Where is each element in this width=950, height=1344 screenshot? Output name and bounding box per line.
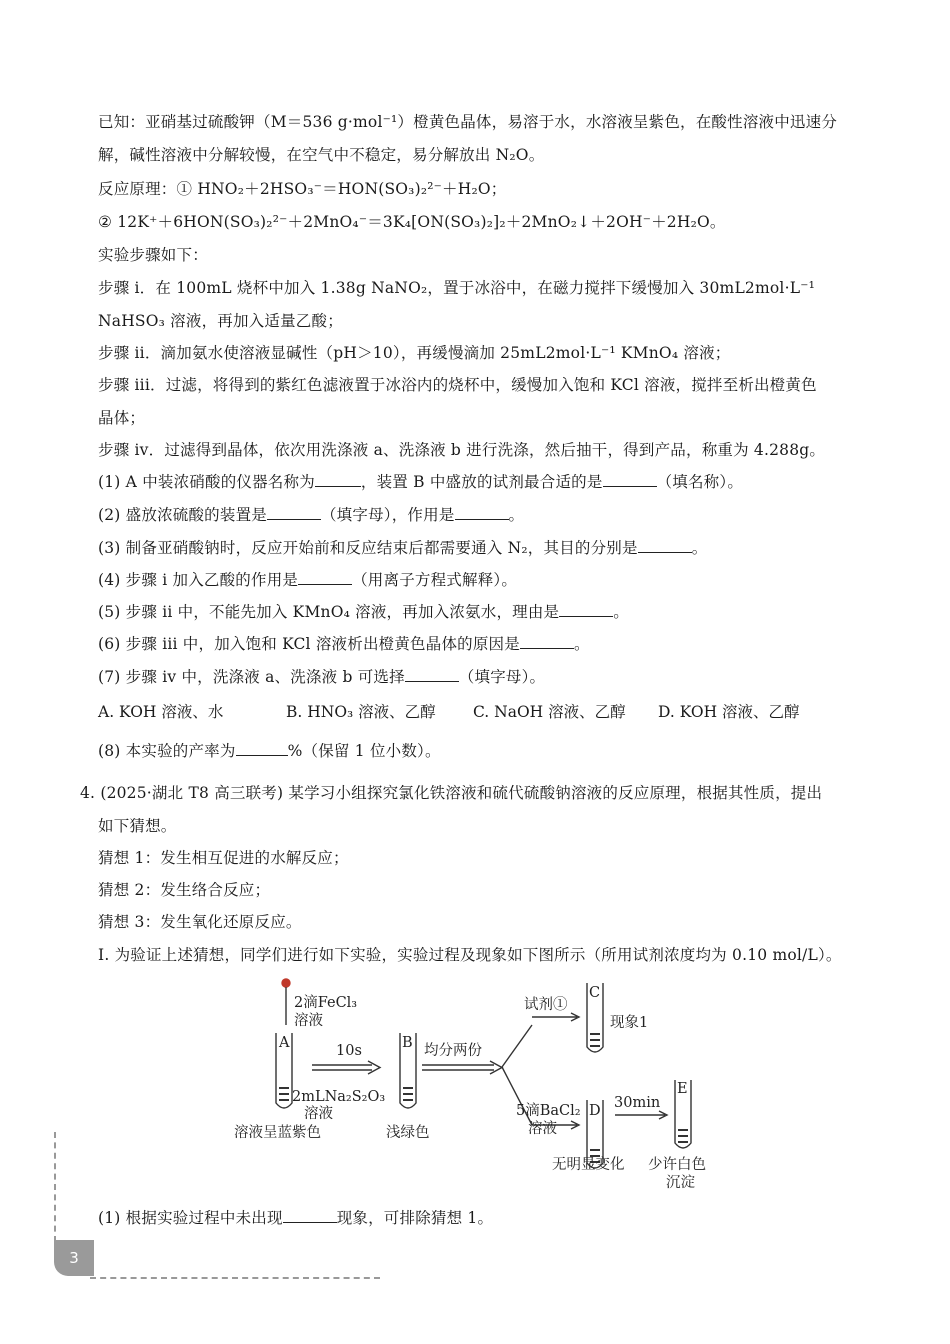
option-a[interactable]: A. KOH 溶液、水 [98, 703, 224, 721]
label-bacl2-2: 溶液 [528, 1121, 557, 1137]
label-tube-a: A [279, 1035, 290, 1051]
answer-blank[interactable] [603, 485, 657, 487]
problem-4-line-2: 如下猜想。 [98, 817, 177, 835]
answer-blank[interactable] [520, 647, 574, 649]
label-fecl3: 2滴FeCl₃ [294, 995, 358, 1011]
steps-heading: 实验步骤如下： [98, 246, 208, 264]
q8-text-b: %（保留 1 位小数）。 [287, 742, 441, 760]
label-na2s2o3: 2mLNa₂S₂O₃ [292, 1089, 386, 1105]
label-color-a: 溶液呈蓝紫色 [234, 1125, 321, 1141]
q8-text-a: (8) 本实验的产率为 [98, 742, 236, 760]
label-tube-c: C [589, 985, 601, 1001]
answer-blank[interactable] [283, 1221, 337, 1223]
branch-up [502, 1025, 532, 1067]
step-1: 步骤 i．在 100mL 烧杯中加入 1.38g NaNO₂，置于冰浴中，在磁力搅拌下缓慢加入 30mL2mol·L⁻¹ [98, 279, 815, 297]
label-obs-d: 无明显变化 [552, 1157, 625, 1173]
question-6 [98, 632, 590, 654]
q4-text-a: (4) 步骤 i 加入乙酸的作用是 [98, 571, 299, 589]
q1-text-c: （填名称）。 [656, 473, 744, 491]
step-1-cont: NaHSO₃ 溶液，再加入适量乙酸； [98, 312, 343, 330]
q2-text-b: （填字母），作用是 [320, 506, 455, 524]
q3-text-a: (3) 制备亚硝酸钠时，反应开始前和反应结束后都需要通入 N₂，其目的分别是 [98, 539, 638, 557]
intro-line-1: 已知：亚硝基过硫酸钾（M＝536 g·mol⁻¹）橙黄色晶体，易溶于水，水溶液呈紫色，在酸性溶液中迅速分 [98, 113, 838, 131]
page-number: 3 [54, 1240, 94, 1276]
hypothesis-1: 猜想 1：发生相互促进的水解反应； [98, 849, 349, 867]
option-c[interactable]: C. NaOH 溶液、乙醇 [473, 703, 626, 721]
option-d[interactable]: D. KOH 溶液、乙醇 [658, 703, 800, 721]
answer-blank[interactable] [236, 754, 288, 756]
label-bacl2: 5滴BaCl₂ [516, 1103, 581, 1119]
label-na2s2o3-2: 溶液 [304, 1106, 333, 1122]
question-3 [98, 536, 707, 558]
margin-dashed-line [54, 1132, 56, 1242]
footer-dashed-line [90, 1277, 380, 1279]
answer-blank[interactable] [405, 680, 459, 682]
label-split: 均分两份 [424, 1043, 482, 1059]
q6-text-a: (6) 步骤 iii 中，加入饱和 KCl 溶液析出橙黄色晶体的原因是 [98, 635, 520, 653]
label-obs-e-1: 少许白色 [648, 1157, 706, 1173]
reaction-2: ② 12K⁺＋6HON(SO₃)₂²⁻＋2MnO₄⁻＝3K₄[ON(SO₃)₂]₂＋2MnO₂↓＋2OH⁻＋2H₂O。 [98, 213, 726, 231]
intro-line-2: 解，碱性溶液中分解较慢，在空气中不稳定，易分解放出 N₂O。 [98, 146, 545, 164]
q1-text-a: (1) A 中装浓硝酸的仪器名称为 [98, 473, 315, 491]
answer-blank[interactable] [267, 518, 321, 520]
question-2 [98, 503, 524, 525]
label-30min: 30min [614, 1095, 661, 1111]
reaction-1: 反应原理：① HNO₂＋2HSO₃⁻＝HON(SO₃)₂²⁻＋H₂O； [98, 180, 507, 198]
q2-text-a: (2) 盛放浓硫酸的装置是 [98, 506, 267, 524]
label-obs-e-2: 沉淀 [666, 1175, 695, 1191]
label-tube-e: E [677, 1081, 688, 1097]
sub-q1-text-b: 现象，可排除猜想 1。 [336, 1209, 494, 1227]
hypothesis-2: 猜想 2：发生络合反应； [98, 881, 271, 899]
experiment-diagram [232, 975, 722, 1195]
label-tube-b: B [402, 1035, 413, 1051]
q4-text-b: （用离子方程式解释）。 [352, 571, 518, 589]
question-8 [98, 739, 441, 761]
arrow-d-to-e [615, 1111, 667, 1119]
answer-blank[interactable] [315, 485, 361, 487]
label-10s: 10s [336, 1043, 362, 1059]
option-b[interactable]: B. HNO₃ 溶液、乙醇 [286, 703, 436, 721]
q3-text-b: 。 [691, 539, 708, 557]
arrow-b-split [422, 1061, 502, 1074]
label-fecl3-2: 溶液 [294, 1013, 323, 1029]
step-3: 步骤 iii．过滤，将得到的紫红色滤液置于冰浴内的烧杯中，缓慢加入饱和 KCl 溶液，搅拌至析出橙黄色 [98, 376, 817, 394]
q5-text-a: (5) 步骤 ii 中，不能先加入 KMnO₄ 溶液，再加入浓氨水，理由是 [98, 603, 560, 621]
experiment-intro: I. 为验证上述猜想，同学们进行如下实验，实验过程及现象如下图所示（所用试剂浓度均为 0.10 mol/L）。 [98, 946, 842, 964]
q5-text-b: 。 [613, 603, 629, 621]
label-reagent-1: 试剂① [524, 997, 568, 1013]
question-7 [98, 665, 545, 687]
problem-4-line-1: 4. (2025·湖北 T8 高三联考) 某学习小组探究氯化铁溶液和硫代硫酸钠溶液的反应原理，根据其性质，提出 [80, 784, 823, 802]
answer-blank[interactable] [455, 518, 509, 520]
hypothesis-3: 猜想 3：发生氧化还原反应。 [98, 913, 302, 931]
q7-text-b: （填字母）。 [458, 668, 546, 686]
label-phenomenon-1: 现象1 [610, 1015, 649, 1031]
answer-blank[interactable] [559, 615, 613, 617]
answer-blank[interactable] [638, 551, 692, 553]
q6-text-b: 。 [573, 635, 590, 653]
question-4 [98, 568, 517, 590]
step-2: 步骤 ii．滴加氨水使溶液显碱性（pH＞10），再缓慢滴加 25mL2mol·L⁻¹ KMnO₄ 溶液； [98, 344, 731, 362]
branch-up-arrow [532, 1013, 579, 1021]
q1-text-b: ，装置 B 中盛放的试剂最合适的是 [360, 473, 603, 491]
step-3-cont: 晶体； [98, 409, 146, 427]
sub-question-1 [98, 1206, 493, 1228]
sub-q1-text-a: (1) 根据实验过程中未出现 [98, 1209, 283, 1227]
label-tube-d: D [589, 1103, 601, 1119]
q2-text-c: 。 [508, 506, 525, 524]
arrow-a-to-b [312, 1061, 380, 1074]
step-4: 步骤 iv．过滤得到晶体，依次用洗涤液 a、洗涤液 b 进行洗涤，然后抽干，得到产品，称重为 4.288g。 [98, 441, 826, 459]
q7-text-a: (7) 步骤 iv 中，洗涤液 a、洗涤液 b 可选择 [98, 668, 405, 686]
dropper-bulb [282, 979, 290, 987]
question-5 [98, 600, 629, 622]
answer-blank[interactable] [298, 583, 352, 585]
question-1 [98, 470, 743, 492]
label-color-b: 浅绿色 [386, 1125, 430, 1141]
